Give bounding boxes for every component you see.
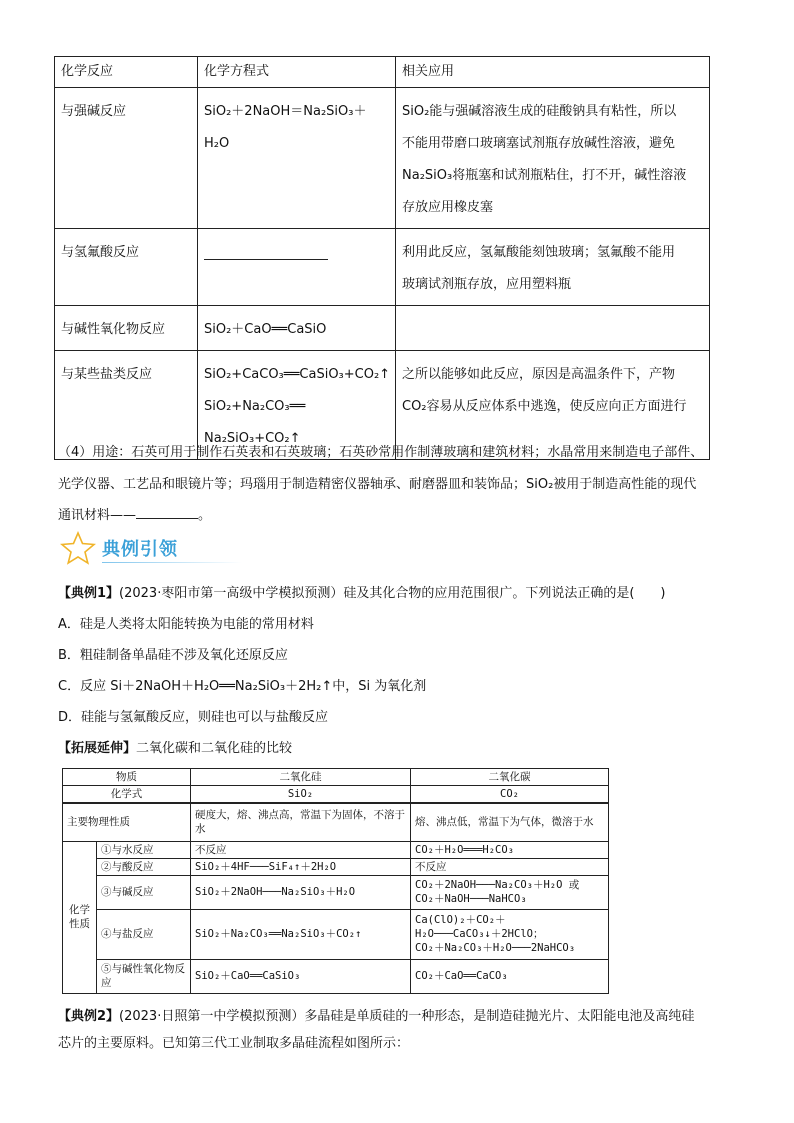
row-label: 主要物理性质 [63,803,191,841]
chem-cell: CO₂＋2NaOH───Na₂CO₃＋H₂O 或 CO₂＋NaOH───NaHCO₃ [411,875,609,909]
row-label: ④与盐反应 [97,909,191,959]
option-a[interactable]: A．硅是人类将太阳能转换为电能的常用材料 [58,617,314,632]
example2-line1: 【典例2】(2023·日照第一中学模拟预测）多晶硅是单质硅的一种形态，是制造硅抛光片、太阳能电池及高纯硅 [58,1009,695,1024]
reaction-name: 与氢氟酸反应 [55,229,198,306]
row-label: ⑤与碱性氧化物反应 [97,959,191,993]
reaction-name: 与某些盐类反应 [55,351,198,460]
chem-cell: SiO₂＋4HF───SiF₄↑＋2H₂O [191,858,411,875]
equation-cell: SiO₂+CaCO₃══CaSiO₃+CO₂↑ SiO₂+Na₂CO₃══ Na₂SiO₃+CO₂↑ [198,351,396,460]
row-label: ①与水反应 [97,841,191,858]
comparison-table [62,768,609,994]
header-equation: 化学方程式 [198,57,396,88]
example2-line2: 芯片的主要原料。已知第三代工业制取多晶硅流程如图所示： [58,1036,410,1051]
reaction-name: 与碱性氧化物反应 [55,306,198,351]
chem-cell: SiO₂＋Na₂CO₃══Na₂SiO₃＋CO₂↑ [191,909,411,959]
reaction-table [54,56,710,460]
chem-cell: SiO₂＋CaO══CaSiO₃ [191,959,411,993]
physical-cell: 熔、沸点低，常温下为气体，微溶于水 [411,803,609,841]
usage-paragraph: （4）用途：石英可用于制作石英表和石英玻璃；石英砂常用作制薄玻璃和建筑材料；水晶常用来制造电子部件、 光学仪器、工艺品和眼镜片等；玛瑙用于制造精密仪器轴承、耐磨器皿和装饰品；SiO₂被用于制造高性能的现代 通讯材料—— 。 [58,445,704,523]
col-header: 物质 [63,769,191,786]
heading-underline [102,562,242,563]
col-header: 二氧化碳 [411,769,609,786]
formula-cell: SiO₂ [191,786,411,804]
row-label: ③与碱反应 [97,875,191,909]
chem-cell: 不反应 [191,841,411,858]
row-label: ②与酸反应 [97,858,191,875]
section-heading [60,530,178,566]
application-cell: 之所以能够如此反应，原因是高温条件下，产物 CO₂容易从反应体系中逃逸，使反应向正方面进行 [396,351,710,460]
section-title: 典例引领 [102,539,178,560]
formula-cell: CO₂ [411,786,609,804]
col-header: 二氧化硅 [191,769,411,786]
application-cell: 利用此反应，氢氟酸能刻蚀玻璃；氢氟酸不能用 玻璃试剂瓶存放，应用塑料瓶 [396,229,710,306]
extension-title: 【拓展延伸】二氧化碳和二氧化硅的比较 [58,741,293,756]
equation-cell: SiO₂＋CaO══CaSiO [198,306,396,351]
chem-label: 化学性质 [63,841,97,993]
row-label: 化学式 [63,786,191,804]
option-c[interactable]: C．反应 Si＋2NaOH＋H₂O══Na₂SiO₃＋2H₂↑中，Si 为氧化剂 [58,679,427,694]
answer-blank[interactable] [204,245,328,260]
reaction-name: 与强碱反应 [55,88,198,229]
star-icon [60,531,96,565]
option-b[interactable]: B．粗硅制备单晶硅不涉及氧化还原反应 [58,648,288,663]
chem-cell: Ca(ClO)₂＋CO₂＋ H₂O───CaCO₃↓＋2HClO； CO₂＋Na₂CO₃＋H₂O───2NaHCO₃ [411,909,609,959]
chem-cell: SiO₂＋2NaOH───Na₂SiO₃＋H₂O [191,875,411,909]
chem-cell: CO₂＋H₂O═══H₂CO₃ [411,841,609,858]
chem-cell: 不反应 [411,858,609,875]
application-cell: SiO₂能与强碱溶液生成的硅酸钠具有粘性，所以 不能用带磨口玻璃塞试剂瓶存放碱性溶液，避免 Na₂SiO₃将瓶塞和试剂瓶粘住，打不开，碱性溶液 存放应用橡皮塞 [396,88,710,229]
answer-blank[interactable] [136,504,198,519]
chem-cell: CO₂＋CaO══CaCO₃ [411,959,609,993]
application-cell [396,306,710,351]
example1-stem: 【典例1】(2023·枣阳市第一高级中学模拟预测）硅及其化合物的应用范围很广。下列说法正确的是( ) [58,586,666,601]
header-application: 相关应用 [396,57,710,88]
header-reaction: 化学反应 [55,57,198,88]
equation-cell: SiO₂＋2NaOH＝Na₂SiO₃＋ H₂O [198,88,396,229]
physical-cell: 硬度大，熔、沸点高，常温下为固体，不溶于水 [191,803,411,841]
equation-blank-cell [198,229,396,306]
option-d[interactable]: D．硅能与氢氟酸反应，则硅也可以与盐酸反应 [58,710,329,725]
